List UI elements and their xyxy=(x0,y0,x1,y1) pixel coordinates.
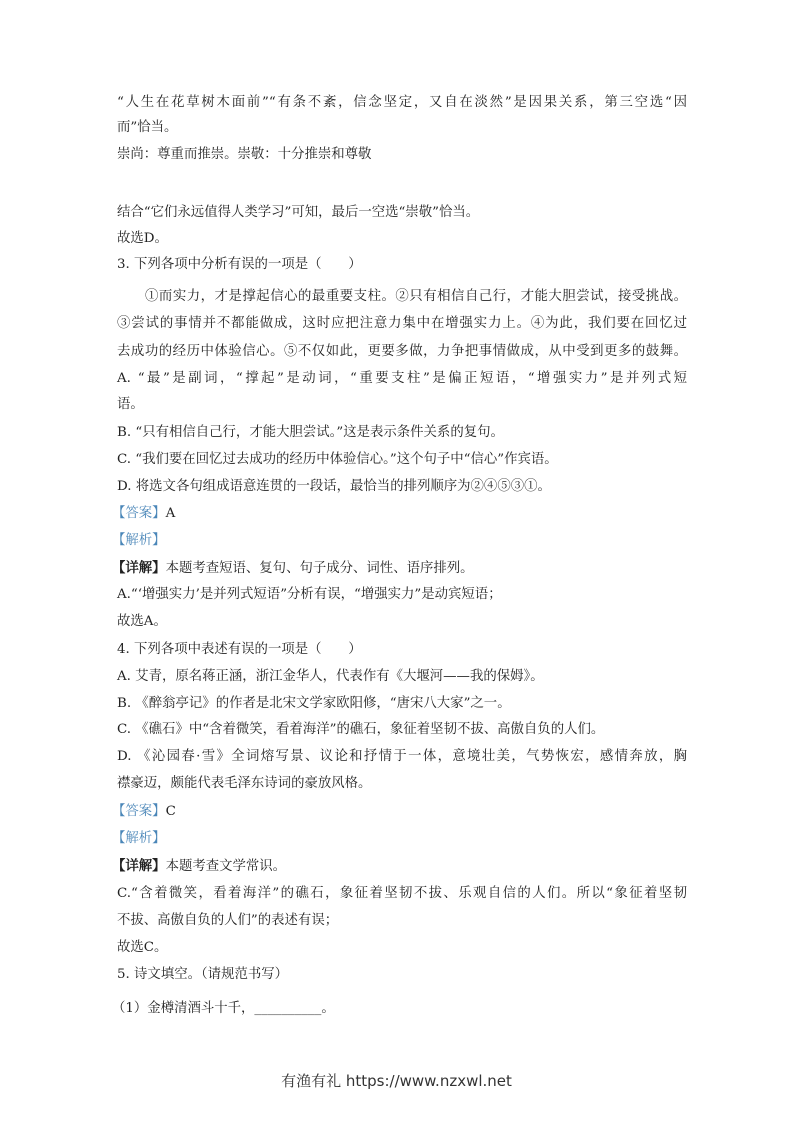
text-line: ③尝试的事情并不都能做成，这时应把注意力集中在增强实力上。④为此，我们要在回忆过 xyxy=(117,316,687,331)
text-line: 语。 xyxy=(117,397,144,412)
question-5: 5. 诗文填空。（请规范书写） xyxy=(117,967,289,982)
analysis-line xyxy=(112,532,166,550)
analysis-tag: 【解析】 xyxy=(112,831,166,846)
option-d: D. 将选文各句组成语意连贯的一段话，最恰当的排列顺序为②④⑤③①。 xyxy=(117,479,551,494)
text-line: 去成功的经历中体验信心。⑤不仅如此，更要多做，力争把事情做成，从中受到更多的鼓舞。 xyxy=(117,344,687,359)
text-line: 故选A。 xyxy=(117,614,167,629)
option-c: C. 《礁石》中“含着微笑，看着海洋”的礁石，象征着坚韧不拔、高傲自负的人们。 xyxy=(117,722,605,737)
text-line: 结合“它们永远值得人类学习”可知，最后一空选“崇敬”恰当。 xyxy=(117,205,480,220)
option-a: A. 艾青，原名蒋正涵，浙江金华人，代表作有《大堰河——我的保姆》。 xyxy=(117,669,544,684)
answer-value: C xyxy=(165,804,176,819)
text-line: A.“‘增强实力’是并列式短语”分析有误，“增强实力”是动宾短语； xyxy=(117,587,502,602)
text-line: 故选D。 xyxy=(117,231,168,246)
option-b: B. 《醉翁亭记》的作者是北宋文学家欧阳修，“唐宋八大家”之一。 xyxy=(117,696,511,711)
option-b: B. “只有相信自己行，才能大胆尝试。”这是表示条件关系的复句。 xyxy=(117,425,504,440)
text-line: ①而实力，才是撑起信心的最重要支柱。②只有相信自己行，才能大胆尝试，接受挑战。 xyxy=(145,289,687,304)
option-a: A. “最”是副词，“撑起”是动词，“重要支柱”是偏正短语，“增强实力”是并列式短 xyxy=(117,371,687,386)
text-line: “人生在花草树木面前”“有条不紊，信念坚定，又自在淡然”是因果关系，第三空选“因 xyxy=(117,95,687,110)
analysis-line xyxy=(112,830,166,848)
option-c: C. “我们要在回忆过去成功的经历中体验信心。”这个句子中“信心”作宾语。 xyxy=(117,452,558,467)
fill-blank-1: （1）金樽清酒斗十千，__________。 xyxy=(112,1001,335,1016)
detail-line xyxy=(112,559,474,578)
answer-tag: 【答案】 xyxy=(112,506,166,521)
text-line: 崇尚：尊重而推崇。崇敬：十分推崇和尊敬 xyxy=(117,147,372,162)
detail-tag: 【详解】 xyxy=(112,560,166,576)
text-line: 而”恰当。 xyxy=(117,120,178,135)
answer-value: A xyxy=(165,506,176,521)
answer-line xyxy=(112,803,176,821)
detail-text: 本题考查文学常识。 xyxy=(165,859,287,874)
analysis-tag: 【解析】 xyxy=(112,533,166,548)
answer-tag: 【答案】 xyxy=(112,804,166,819)
text-line: 故选C。 xyxy=(117,940,168,955)
text-line: 不拔、高傲自负的人们”的表述有误； xyxy=(117,913,339,928)
detail-text: 本题考查短语、复句、句子成分、词性、语序排列。 xyxy=(165,561,474,576)
text-line: 襟豪迈，颇能代表毛泽东诗词的豪放风格。 xyxy=(117,776,372,791)
question-4: 4. 下列各项中表述有误的一项是（ ） xyxy=(117,642,362,657)
question-3: 3. 下列各项中分析有误的一项是（ ） xyxy=(117,257,362,272)
detail-line xyxy=(112,857,286,876)
option-d: D. 《沁园春·雪》全词熔写景、议论和抒情于一体，意境壮美，气势恢宏，感情奔放，胸 xyxy=(117,749,687,764)
detail-tag: 【详解】 xyxy=(112,858,166,874)
answer-line xyxy=(112,505,175,523)
footer-watermark: 有渔有礼 https://www.nzxwl.net xyxy=(281,1072,512,1090)
text-line: C.“含着微笑，看着海洋”的礁石，象征着坚韧不拔、乐观自信的人们。所以“象征着坚韧 xyxy=(117,886,687,901)
